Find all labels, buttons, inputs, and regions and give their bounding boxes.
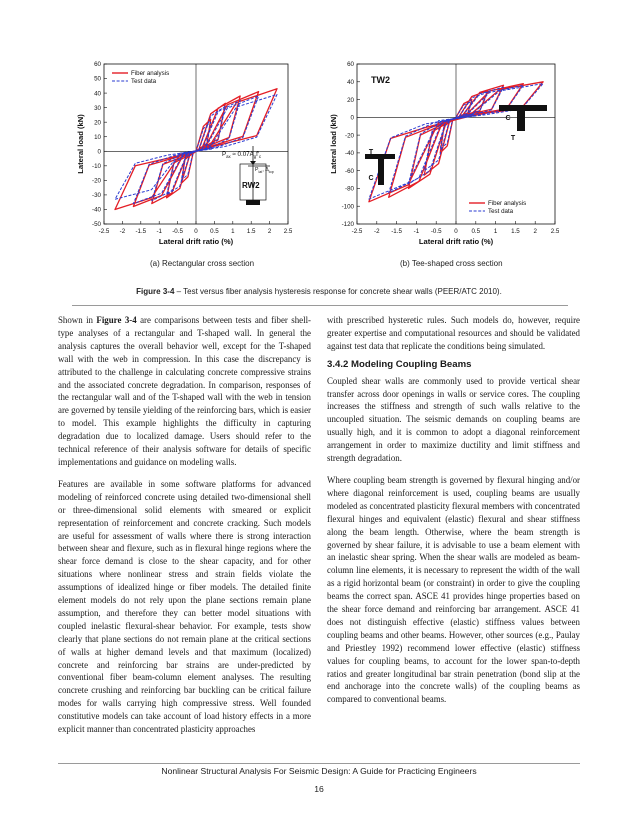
compression-label: C [368, 175, 374, 182]
axial-load-formula: $P_{ax} \approx 0.07A_gf'_c$ [222, 151, 262, 159]
panel-b-caption: (b) Tee-shaped cross section [400, 259, 503, 268]
specimen-label: RW2 [242, 181, 260, 190]
y-tick-label: 60 [347, 61, 354, 69]
specimen-label: TW2 [371, 75, 390, 85]
y-tick-label: -20 [92, 177, 101, 185]
legend-entry: Fiber analysis [488, 200, 527, 208]
x-tick-label: 2 [267, 228, 272, 235]
tee-web-icon [517, 111, 525, 131]
x-tick-label: -2.5 [351, 228, 363, 235]
left-paragraph-2: Features are available in some software platforms for advanced modeling of reinforced concrete using detailed two-dimensional shell or three-dimensional solid elements with smeared or explicit representation of reinforcement and concrete cracking. Such models are useful for assessment of walls where there is strong interaction between shear and flexure, such as in flexural hinge regions where the shear force demand is close to the shear capacity, and for other situations where nonlinear stress and strain fields violate the assumptions of idealized hinge or fiber models. The detailed finite element models do not rely upon the plane sections remain plane assumption, and therefore they can better model situations with coupled inelastic flexural-shear behavior. For example, tests show clearly that plane sections do not remain plane at the critical sections of walls at higher demand levels and that maximum (localized) concrete and reinforcing bar strains are under-predicted by conventional fiber beam-column element analyses. The resulting concrete crushing and reinforcing bar buckling can be critical failure modes for walls carrying high compressive stress. Well founded constitutive models can take account of load history effects in a more explicit manner than concentrated plasticity approaches [58, 478, 311, 735]
section-heading: 3.4.2 Modeling Coupling Beams [327, 358, 472, 370]
y-tick-label: -120 [341, 221, 354, 229]
x-tick-label: 2.5 [283, 228, 292, 235]
legend-entry: Test data [488, 208, 514, 216]
x-tick-label: -2 [119, 228, 126, 235]
footer-title: Nonlinear Structural Analysis For Seismic Design: A Guide for Practicing Engineers [161, 766, 477, 776]
footer-divider [58, 763, 580, 764]
y-tick-label: 30 [94, 104, 101, 112]
figure-caption [0, 287, 638, 296]
y-tick-label: -40 [345, 150, 354, 158]
legend-entry: Fiber analysis [131, 70, 170, 78]
chart-tee-wall [323, 58, 559, 258]
right-paragraph-1: with prescribed hysteretic rules. Such models do, however, require greater expertise and computational resources and should be validated against test data that replicate the conditions being simulated. [327, 315, 580, 351]
x-tick-label: -1 [156, 228, 162, 235]
y-tick-label: 40 [94, 90, 101, 98]
y-axis-label: Lateral load (kN) [76, 114, 85, 174]
right-paragraph-3: Where coupling beam strength is governed by flexural hinging and/or where diagonal reinforcement is used, coupling beams are usually modeled as concentrated plasticity flexural members with concentrated flexural hinges and equivalent (elastic) flexural and shear stiffness along the beam length. Otherwise, where the beam strength is governed by shear failure, it is advisable to use a beam element with an inelastic shear spring. When the shear walls are modeled as beam-column line elements, it is necessary to represent the width of the wall as a rigid horizontal beam (or constraint) in order to give the coupling beams the correct span. ASCE 41 provides hinge properties based on the shear force demand and reinforcing bar arrangement. ASCE 41 does not distinguish effective (elastic) stiffness values between coupling beams and other beams. However, other sources (e.g., Paulay and Priestley 1992) recommend lower effective (elastic) stiffness values for coupling beams, to account for the lower span-to-depth ratios and greater longitudinal bar strain penetration (bond slip at the end anchorage into the concrete walls) of the coupling beams as compared to conventional beams. [327, 474, 580, 705]
x-tick-label: -1.5 [391, 228, 402, 235]
y-tick-label: -50 [92, 221, 101, 229]
x-tick-label: 2 [533, 228, 537, 235]
figure-caption-text: – Test versus fiber analysis hysteresis response for concrete shear walls (PEER/ATC 2010). [174, 287, 502, 296]
x-tick-label: 1.5 [246, 228, 256, 235]
x-tick-label: -0.5 [172, 228, 183, 235]
legend-entry: Test data [131, 78, 157, 86]
figure-a [72, 58, 292, 258]
y-tick-label: -60 [345, 167, 354, 175]
x-tick-label: 1 [231, 228, 235, 235]
left-paragraph-1: Shown in Figure 3-4 are comparisons between tests and fiber shell-type analyses of a rectangular and T-shaped wall. In general the analysis captures the overall behavior well, except for the T-shaped wall with the web in compression. In this case the discrepancy is attributed to the challenge in calculating concrete compressive strains and the associated concrete degradation. In comparison, responses of the rectangular wall and of the T-shaped wall with the web in tension are governed by tensile yielding of the reinforcing bars, which is easier to model. This example highlights the difficulty in capturing degradation due to localized damage. Users should refer to the technical reference of their analysis software for details of specific implementations and guidance on modeling walls. [58, 315, 312, 467]
y-tick-label: -20 [345, 132, 354, 140]
y-tick-label: -80 [345, 185, 354, 193]
tee-web-icon [378, 159, 384, 185]
x-tick-label: 1.5 [511, 228, 520, 235]
tension-label: T [510, 135, 516, 142]
y-tick-label: 0 [97, 148, 101, 156]
tension-label: T [368, 149, 374, 156]
x-tick-label: 1 [493, 228, 498, 235]
tee-flange-icon [499, 105, 547, 111]
y-tick-label: 0 [350, 114, 354, 122]
y-tick-label: -30 [92, 192, 101, 200]
x-tick-label: 0.5 [471, 228, 481, 235]
x-tick-label: 0 [194, 228, 198, 235]
x-tick-label: 0.5 [210, 228, 219, 235]
lateral-load-formula: $P_{lat}$, $\Delta_{top}$ [255, 167, 274, 174]
x-tick-label: 2.5 [550, 228, 559, 235]
figure-b [323, 58, 559, 258]
wall-base [246, 200, 260, 205]
figure-reference[interactable]: Figure 3-4 [96, 315, 137, 325]
y-tick-label: -10 [92, 163, 101, 171]
y-tick-label: 40 [347, 78, 354, 86]
x-tick-label: -1.5 [135, 228, 147, 235]
y-tick-label: 60 [94, 61, 101, 69]
page-number: 16 [314, 784, 324, 794]
y-tick-label: 50 [94, 75, 101, 83]
compression-label: C [505, 115, 511, 122]
right-paragraph-2: Coupled shear walls are commonly used to provide vertical shear transfer across door openings in walls or service cores. The coupling increases the stiffness and strength of such walls relative to the uncoupled situation. The seismic demands on coupling beams are usually high, and it is common to adopt a diagonal reinforcement arrangement in order to maximize ductility and limit stiffness and strength degradation. [327, 375, 580, 464]
x-tick-label: -1 [413, 228, 420, 235]
y-tick-label: -40 [92, 206, 101, 214]
x-tick-label: 0 [454, 228, 458, 235]
y-axis-label: Lateral load (kN) [329, 114, 338, 174]
caption-divider [72, 305, 568, 306]
x-tick-label: -2 [374, 228, 380, 235]
x-axis-label: Lateral drift ratio (%) [158, 237, 234, 246]
figure-number: Figure 3-4 [136, 287, 175, 296]
right-column [327, 314, 580, 706]
x-tick-label: -2.5 [98, 228, 110, 235]
y-tick-label: 20 [347, 96, 354, 104]
chart-rectangular-wall [72, 58, 292, 258]
panel-a-caption: (a) Rectangular cross section [150, 259, 255, 268]
y-tick-label: 20 [94, 119, 101, 127]
x-tick-label: -0.5 [430, 228, 442, 235]
left-column [58, 314, 311, 736]
y-tick-label: -100 [341, 203, 354, 211]
x-axis-label: Lateral drift ratio (%) [418, 237, 494, 246]
y-tick-label: 10 [94, 133, 101, 141]
